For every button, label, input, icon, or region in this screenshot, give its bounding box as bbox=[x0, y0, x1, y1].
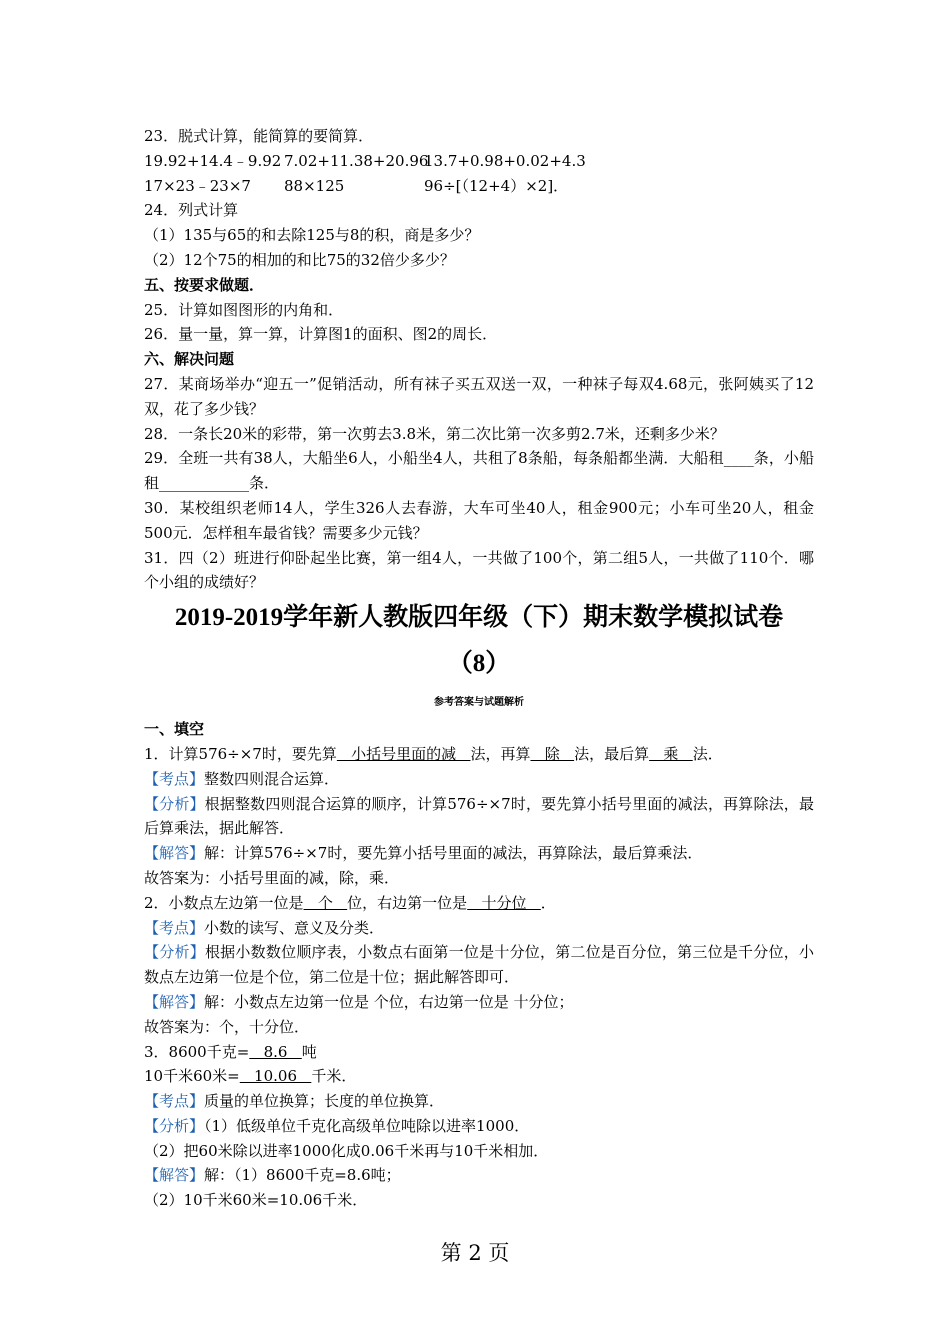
a3-text: 千米． bbox=[311, 1067, 357, 1086]
q23-expr: 19.92+14.4﹣9.92 bbox=[144, 151, 282, 170]
q23-expr: 88×125 bbox=[284, 176, 345, 195]
q23-title: 23．脱式计算，能简算的要简算． bbox=[144, 127, 374, 145]
q24-title: 24．列式计算 bbox=[144, 201, 239, 220]
section-1-heading: 一、填空 bbox=[144, 720, 205, 739]
a1-question bbox=[144, 742, 814, 767]
q26: 26．量一量，算一算，计算图1的面积、图2的周长． bbox=[144, 325, 498, 344]
q24-sub2: （2）12个75的相加的和比75的32倍少多少？ bbox=[144, 250, 455, 269]
q29 bbox=[144, 446, 814, 496]
q28: 28．一条长20米的彩带，第一次剪去3.8米，第二次比第一次多剪2.7米，还剩多少米？ bbox=[144, 424, 725, 443]
exam-title: 2019-2019学年新人教版四年级（下）期末数学模拟试卷 bbox=[174, 604, 784, 632]
a2-kaodian bbox=[144, 916, 814, 941]
a3-jieda bbox=[144, 1163, 814, 1188]
a2-question bbox=[144, 891, 814, 916]
a3-kaodian bbox=[144, 1089, 814, 1114]
a3-text: 3．8600千克= bbox=[144, 1042, 250, 1061]
a1-conclusion: 故答案为：小括号里面的减，除，乘． bbox=[144, 868, 400, 887]
a1-text: 1．计算576÷×7时，要先算 bbox=[144, 744, 337, 763]
q29-blank: ____ bbox=[723, 449, 754, 468]
a1-kaodian bbox=[144, 767, 814, 792]
a3-kaodian-text: 质量的单位换算；长度的单位换算． bbox=[204, 1092, 445, 1111]
q23-expr: 96÷[（12+4）×2]． bbox=[424, 176, 569, 195]
a2-text: 2．小数点左边第一位是 bbox=[144, 893, 304, 912]
kaodian-tag: 【考点】 bbox=[144, 1092, 205, 1111]
a1-fenxi bbox=[144, 792, 814, 842]
a1-text: 法，再算 bbox=[470, 744, 531, 763]
q29-text: 条． bbox=[249, 474, 280, 493]
exam-title-number: （8） bbox=[447, 650, 511, 678]
q30: 30．某校组织老师14人，学生326人去春游，大车可坐40人，租金900元；小车可坐20人，租金500元．怎样租车最省钱？需要多少元钱？ bbox=[144, 498, 814, 542]
a1-jieda-text: 解：计算576÷×7时，要先算小括号里面的减法，再算除法，最后算乘法． bbox=[204, 844, 703, 863]
q23-row2 bbox=[144, 174, 814, 199]
kaodian-tag: 【考点】 bbox=[144, 769, 205, 788]
a3-jieda-text: 解：（1）8600千克=8.6吨； bbox=[204, 1166, 401, 1185]
q31: 31．四（2）班进行仰卧起坐比赛，第一组4人，一共做了100个，第二组5人，一共做了110个．哪个小组的成绩好？ bbox=[144, 548, 814, 592]
a3-fenxi-2: （2）把60米除以进率1000化成0.06千米再与10千米相加． bbox=[144, 1141, 549, 1160]
a1-text: 法． bbox=[692, 744, 723, 763]
jieda-tag: 【解答】 bbox=[144, 992, 205, 1011]
a2-answer: 个 bbox=[303, 893, 348, 912]
a1-answer: 乘 bbox=[649, 744, 693, 763]
a2-fenxi-text: 根据小数数位顺序表，小数点右面第一位是十分位，第二位是百分位，第三位是千分位，小数点左边第一位是个位，第二位是十位；据此解答即可． bbox=[144, 943, 814, 987]
jieda-tag: 【解答】 bbox=[144, 1166, 205, 1185]
fenxi-tag: 【分析】 bbox=[144, 1116, 205, 1135]
fenxi-tag: 【分析】 bbox=[144, 794, 205, 813]
q23-expr: 7.02+11.38+20.96 bbox=[284, 151, 429, 170]
kaodian-tag: 【考点】 bbox=[144, 918, 205, 937]
a1-kaodian-text: 整数四则混合运算． bbox=[204, 769, 340, 788]
a3-jieda-2: （2）10千米60米=10.06千米． bbox=[144, 1191, 368, 1210]
fenxi-tag: 【分析】 bbox=[144, 943, 205, 962]
a2-jieda-text: 解：小数点左边第一位是 个位，右边第一位是 十分位； bbox=[204, 992, 574, 1011]
a2-fenxi bbox=[144, 940, 814, 990]
a3-line1 bbox=[144, 1040, 814, 1065]
a2-conclusion: 故答案为：个，十分位． bbox=[144, 1017, 310, 1036]
q29-text: 条，小船租 bbox=[144, 449, 814, 493]
section-6-heading: 六、解决问题 bbox=[144, 350, 235, 369]
page-number: 第 2 页 bbox=[440, 1241, 510, 1265]
a3-fenxi bbox=[144, 1114, 814, 1139]
a3-fenxi-text: （1）低级单位千克化高级单位吨除以进率1000． bbox=[204, 1116, 530, 1135]
q23-expr: 17×23﹣23×7 bbox=[144, 176, 251, 195]
a3-line2 bbox=[144, 1064, 814, 1089]
q25: 25．计算如图图形的内角和． bbox=[144, 300, 344, 319]
q29-blank: ____________ bbox=[159, 474, 250, 493]
a2-jieda bbox=[144, 990, 814, 1015]
page-content bbox=[144, 124, 814, 1213]
jieda-tag: 【解答】 bbox=[144, 844, 205, 863]
a2-answer: 十分位 bbox=[467, 893, 541, 912]
q29-text: 29．全班一共有38人，大船坐6人，小船坐4人，共租了8条船，每条船都坐满．大船租 bbox=[144, 449, 724, 468]
answer-subtitle: 参考答案与试题解析 bbox=[434, 697, 524, 709]
a1-jieda bbox=[144, 841, 814, 866]
q27: 27．某商场举办“迎五一”促销活动，所有袜子买五双送一双，一种袜子每双4.68元，张阿姨买了12双，花了多少钱？ bbox=[144, 374, 814, 418]
a3-text: 10千米60米= bbox=[144, 1067, 240, 1086]
a1-fenxi-text: 根据整数四则混合运算的顺序，计算576÷×7时，要先算小括号里面的减法，再算除法，最后算乘法，据此解答． bbox=[144, 794, 814, 838]
a3-text: 吨 bbox=[301, 1042, 317, 1061]
section-5-heading: 五、按要求做题． bbox=[144, 275, 265, 294]
a2-kaodian-text: 小数的读写、意义及分类． bbox=[204, 918, 385, 937]
a1-answer: 除 bbox=[530, 744, 575, 763]
q23-row1 bbox=[144, 149, 814, 174]
a1-text: 法，最后算 bbox=[574, 744, 650, 763]
a2-text: ． bbox=[540, 893, 556, 912]
q24-sub1: （1）135与65的和去除125与8的积，商是多少？ bbox=[144, 226, 480, 245]
a2-text: 位，右边第一位是 bbox=[347, 893, 468, 912]
q23-expr: 13.7+0.98+0.02+4.3 bbox=[424, 151, 586, 170]
a3-answer: 8.6 bbox=[249, 1042, 302, 1061]
a3-answer: 10.06 bbox=[239, 1067, 312, 1086]
a1-answer: 小括号里面的减 bbox=[336, 744, 471, 763]
